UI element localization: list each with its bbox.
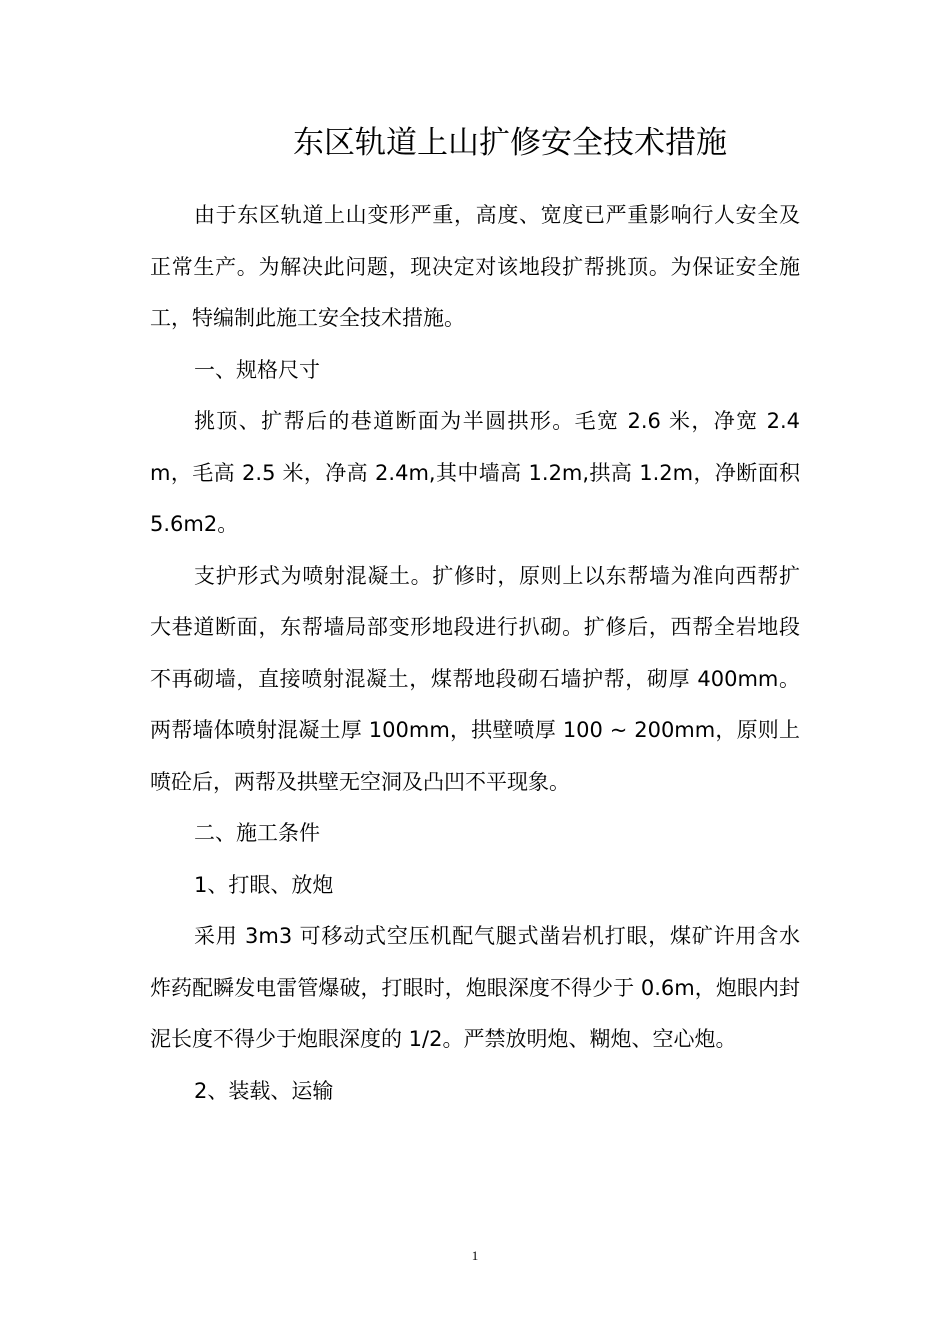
section-heading-specifications: 一、规格尺寸 [194, 357, 320, 382]
paragraph-intro: 由于东区轨道上山变形严重，高度、宽度已严重影响行人安全及正常生产。为解决此问题，现决定对该地段扩帮挑顶。为保证安全施工，特编制此施工安全技术措施。 [150, 203, 800, 330]
paragraph-dimensions: 挑顶、扩帮后的巷道断面为半圆拱形。毛宽 2.6 米，净宽 2.4m，毛高 2.5 米，净高 2.4m,其中墙高 1.2m,拱高 1.2m，净断面积 5.6m2。 [150, 409, 800, 536]
document-body [150, 190, 800, 1117]
section-heading-construction-conditions: 二、施工条件 [194, 821, 320, 845]
paragraph-drilling-blasting: 采用 3m3 可移动式空压机配气腿式凿岩机打眼，煤矿许用含水炸药配瞬发电雷管爆破，打眼时，炮眼深度不得少于 0.6m，炮眼内封泥长度不得少于炮眼深度的 1/2。严禁放明炮、糊炮、空心炮。 [150, 924, 800, 1051]
subheading-drilling-blasting: 1、打眼、放炮 [194, 872, 334, 897]
paragraph-support-form: 支护形式为喷射混凝土。扩修时，原则上以东帮墙为准向西帮扩大巷道断面，东帮墙局部变形地段进行扒砌。扩修后，西帮全岩地段不再砌墙，直接喷射混凝土，煤帮地段砌石墙护帮，砌厚 400mm。两帮墙体喷射混凝土厚 100mm，拱壁喷厚 100 ~ 200mm，原则上喷砼后，两帮及拱壁无空洞及凸凹不平现象。 [150, 563, 800, 794]
document-title: 东区轨道上山扩修安全技术措施 [293, 125, 727, 161]
page-number: 1 [471, 1248, 479, 1263]
subheading-loading-transport: 2、装载、运输 [194, 1078, 334, 1103]
